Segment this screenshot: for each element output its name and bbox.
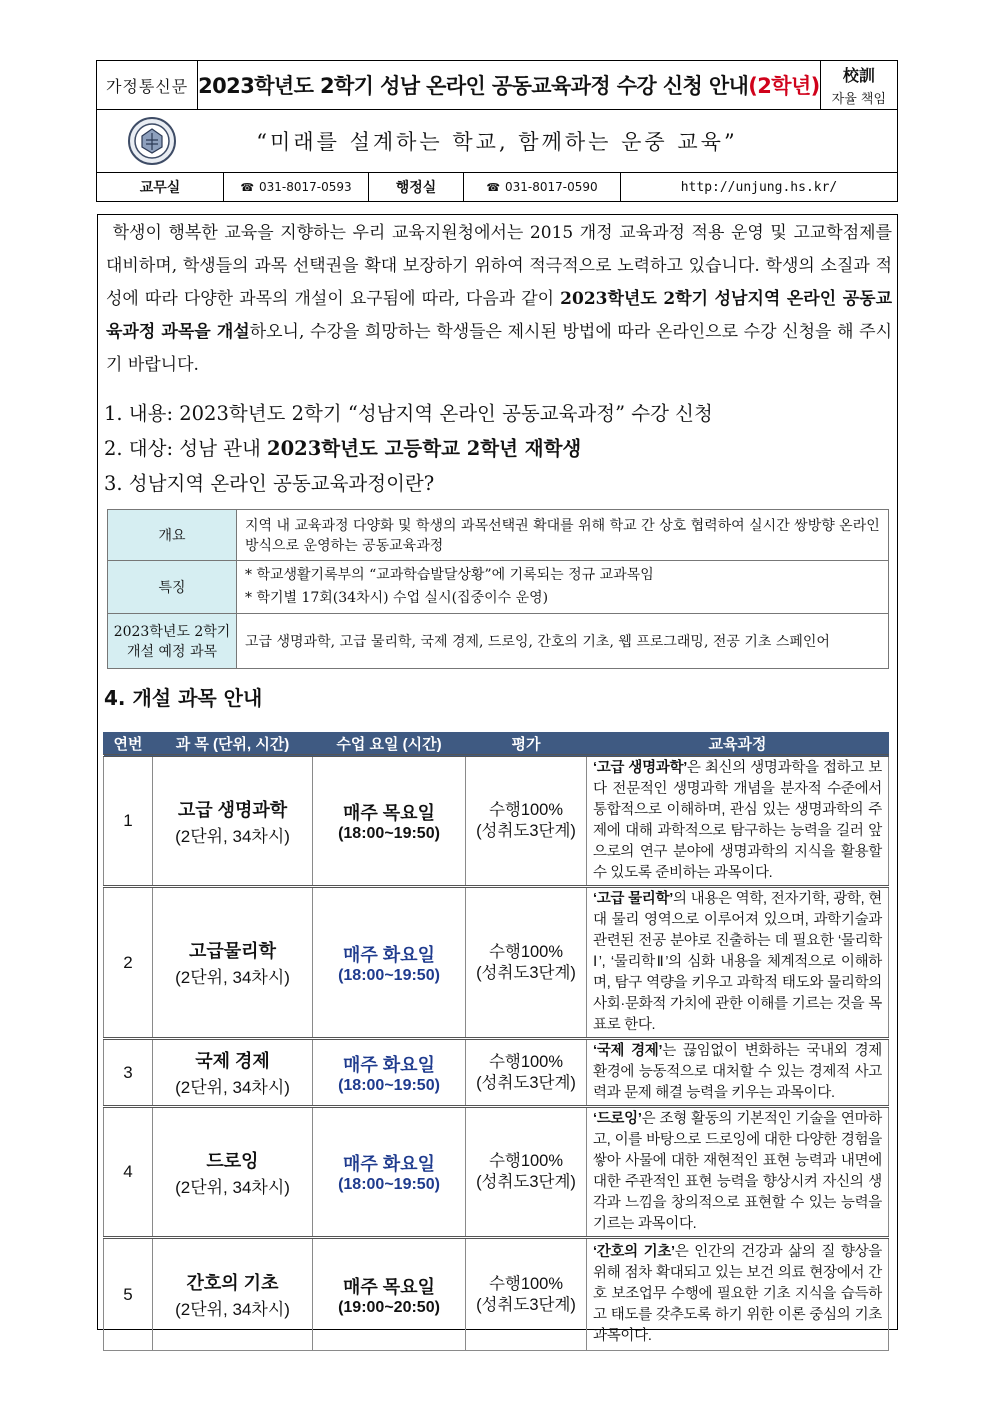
motto-title: 校訓 [842, 66, 875, 85]
course-number: 4 [104, 1107, 153, 1238]
course-evaluation-cell [466, 887, 587, 1039]
phone-icon: ☎ [486, 180, 501, 194]
course-evaluation: 수행100% [488, 1152, 564, 1170]
item-target [104, 431, 713, 466]
item-definition: 3. 성남지역 온라인 공동교육과정이란? [104, 472, 435, 495]
course-schedule-cell [313, 1107, 466, 1238]
course-units: (2단위, 34차시) [175, 968, 290, 987]
course-evaluation-cell [466, 1107, 587, 1238]
section-4-title: 4. 개설 과목 안내 [104, 686, 263, 710]
page-title-grade: (2학년) [748, 74, 820, 98]
document-kind: 가정통신문 [97, 61, 198, 109]
intro-text-2: 하오니, 수강을 희망하는 학생들은 제시된 방법에 따라 온라인으로 수강 신청을 해 주시기 바랍니다. [106, 322, 892, 375]
course-achievement-levels: (성취도3단계) [476, 822, 576, 840]
course-units: (2단위, 34차시) [175, 1177, 290, 1197]
course-description [587, 756, 889, 887]
course-description-title: ‘고급 생명과학’ [593, 760, 687, 776]
col-header-no: 연번 [104, 733, 153, 756]
phone-icon: ☎ [240, 180, 255, 194]
course-units: (2단위, 34차시) [175, 826, 290, 846]
vision-row [97, 110, 897, 173]
page-title-text: 2023학년도 2학기 성남 온라인 공동교육과정 수강 신청 안내 [198, 74, 749, 98]
course-row [104, 1039, 889, 1107]
intro-paragraph [106, 217, 892, 382]
course-description-text: 은 최신의 생명과학을 접하고 보다 전문적인 생명과학 개념을 분자적 수준에서 통합적으로 이해하며, 관심 있는 생명과학의 주제에 대해 과학적으로 탐구하는 능력을 길러 앞으로의 연구 분야에 생명과학의 지식을 활용할 수 있도록 준비하는 과목이다. [593, 760, 882, 881]
course-description [587, 1039, 889, 1107]
course-schedule-cell [313, 1238, 466, 1351]
course-time: (18:00~19:50) [338, 1076, 440, 1094]
overview-feature: * 학교생활기록부의 “교과학습발달상황”에 기록되는 정규 교과목임 [245, 567, 654, 583]
col-header-evaluation: 평가 [466, 733, 587, 756]
overview-subjects: 고급 생명과학, 고급 물리학, 국제 경제, 드로잉, 간호의 기초, 웹 프로그래밍, 전공 기초 스페인어 [237, 614, 889, 669]
course-description-text: 의 내용은 역학, 전자기학, 광학, 현대 물리 영역으로 이루어져 있으며, 과학기술과 관련된 전공 분야로 진출하는 데 필요한 ‘물리학Ⅰ’, ‘물리학Ⅱ’의 심화 내용을 체계적으로 이해하며, 탐구 역량을 키우고 과학적 태도와 물리학의 사회·문화적 가치에 관한 이해를 기르는 것을 목표로 한다. [593, 891, 882, 1033]
course-time: (18:00~19:50) [338, 1176, 440, 1193]
item-target-bold: 2023학년도 고등학교 2학년 재학생 [267, 437, 582, 460]
header-title-row [97, 61, 897, 110]
course-evaluation: 수행100% [488, 942, 564, 961]
course-day: 매주 화요일 [343, 1154, 435, 1174]
item-content: 1. 내용: 2023학년도 2학기 “성남지역 온라인 공동교육과정” 수강 신청 [104, 402, 713, 425]
course-description-title: ‘드로잉’ [593, 1111, 642, 1127]
course-achievement-levels: (성취도3단계) [476, 1073, 576, 1092]
overview-row-features [108, 561, 889, 614]
school-url-link[interactable]: http://unjung.hs.kr/ [680, 179, 838, 195]
course-description-title: ‘간호의 기초’ [593, 1244, 675, 1260]
overview-label-subjects: 2023학년도 2학기 개설 예정 과목 [108, 614, 237, 669]
course-schedule-cell [313, 1039, 466, 1107]
intro-text-1: 학생이 행복한 교육을 지향하는 우리 교육지원청에서는 2015 개정 교육과정 적용 운영 및 고교학점제를 대비하며, 학생들의 과목 선택권을 확대 보장하기 위하여 적극적으로 노력하고 있습니다. 학생의 소질과 적성에 따라 다양한 과목의 개설이 요구됨에 따라, 다음과 같이 [106, 223, 892, 309]
course-achievement-levels: (성취도3단계) [476, 963, 576, 982]
school-emblem-icon [127, 116, 177, 166]
course-units: (2단위, 34차시) [175, 1300, 290, 1319]
overview-row-summary [108, 510, 889, 561]
course-description-text: 은 조형 활동의 기본적인 기술을 연마하고, 이를 바탕으로 드로잉에 대한 다양한 경험을 쌓아 사물에 대한 재현적인 표현 능력과 내면에 대한 주관적인 표현 능력을 향상시켜 자신의 생각과 느낌을 창의적으로 표현할 수 있는 능력을 기르는 과목이다. [593, 1111, 882, 1232]
office-phone-number: 031-8017-0593 [259, 180, 352, 194]
course-day: 매주 화요일 [343, 1054, 435, 1075]
col-header-subject: 과 목 (단위, 시간) [153, 733, 313, 756]
course-number: 5 [104, 1238, 153, 1351]
overview-table [107, 509, 889, 669]
course-name: 고급물리학 [189, 941, 276, 961]
course-evaluation-cell [466, 1039, 587, 1107]
office-label: 교무실 [97, 173, 224, 201]
course-units: (2단위, 34차시) [175, 1078, 290, 1097]
admin-phone [464, 173, 621, 201]
course-description [587, 887, 889, 1039]
course-description-text: 은 인간의 건강과 삶의 질 향상을 위해 점차 확대되고 있는 보건 의료 현장에서 간호 보조업무 수행에 필요한 기초 지식을 습득하고 태도를 갖추도록 하기 위한 이론 중심의 기초 과목이다. [593, 1244, 882, 1344]
course-description [587, 1107, 889, 1238]
school-vision: “미래를 설계하는 학교, 함께하는 운중 교육” [256, 130, 738, 154]
office-phone [224, 173, 369, 201]
admin-phone-number: 031-8017-0590 [505, 180, 598, 194]
course-description-text: 는 끊임없이 변화하는 국내외 경제 환경에 능동적으로 대처할 수 있는 경제적 사고력과 문제 해결 능력을 키우는 과목이다. [593, 1043, 882, 1101]
course-name: 드로잉 [206, 1150, 259, 1171]
notice-items [104, 396, 713, 501]
course-name: 간호의 기초 [186, 1273, 279, 1293]
overview-label-summary: 개요 [108, 510, 237, 561]
course-number: 2 [104, 887, 153, 1039]
overview-summary: 지역 내 교육과정 다양화 및 학생의 과목선택권 확대를 위해 학교 간 상호 협력하여 실시간 쌍방향 온라인 방식으로 운영하는 공동교육과정 [237, 510, 889, 561]
course-evaluation: 수행100% [488, 1274, 564, 1293]
course-evaluation: 수행100% [488, 801, 564, 819]
course-achievement-levels: (성취도3단계) [476, 1173, 576, 1191]
course-number: 1 [104, 756, 153, 887]
admin-label: 행정실 [369, 173, 464, 201]
course-evaluation-cell [466, 756, 587, 887]
course-description-title: ‘국제 경제’ [593, 1043, 663, 1059]
course-name-cell [153, 1107, 313, 1238]
course-day: 매주 목요일 [343, 803, 435, 823]
course-description-title: ‘고급 물리학’ [593, 891, 673, 907]
newsletter-header [96, 60, 898, 202]
course-row [104, 756, 889, 887]
course-description [587, 1238, 889, 1351]
page-title [198, 61, 821, 109]
courses-header-row [104, 733, 889, 756]
course-name-cell [153, 887, 313, 1039]
course-row [104, 1107, 889, 1238]
course-row [104, 1238, 889, 1351]
course-name-cell [153, 756, 313, 887]
course-achievement-levels: (성취도3단계) [476, 1295, 576, 1314]
course-name-cell [153, 1039, 313, 1107]
letter-body [97, 214, 898, 1344]
col-header-schedule: 수업 요일 (시간) [313, 733, 466, 756]
courses-table [103, 732, 889, 1351]
contact-row [97, 173, 897, 201]
course-time: (19:00~20:50) [338, 1298, 440, 1316]
overview-label-features: 특징 [108, 561, 237, 614]
course-schedule-cell [313, 756, 466, 887]
overview-row-subjects [108, 614, 889, 669]
motto-text: 자율 책임 [831, 92, 887, 107]
overview-feature: * 학기별 17회(34차시) 수업 실시(집중이수 운영) [245, 590, 549, 606]
course-number: 3 [104, 1039, 153, 1107]
course-evaluation-cell [466, 1238, 587, 1351]
course-day: 매주 화요일 [343, 944, 435, 965]
course-row [104, 887, 889, 1039]
item-target-prefix: 2. 대상: 성남 관내 [104, 437, 267, 460]
course-name: 고급 생명과학 [177, 799, 288, 820]
course-time: (18:00~19:50) [338, 825, 440, 842]
course-name-cell [153, 1238, 313, 1351]
intro-bold: 2023학년도 2학기 성남지역 온라인 공동교육과정 과목을 개설 [106, 289, 892, 342]
overview-features [237, 561, 889, 614]
course-evaluation: 수행100% [488, 1052, 564, 1071]
course-schedule-cell [313, 887, 466, 1039]
col-header-curriculum: 교육과정 [587, 733, 889, 756]
school-motto [821, 61, 897, 109]
course-day: 매주 목요일 [343, 1276, 435, 1297]
course-time: (18:00~19:50) [338, 966, 440, 984]
course-name: 국제 경제 [195, 1051, 270, 1071]
